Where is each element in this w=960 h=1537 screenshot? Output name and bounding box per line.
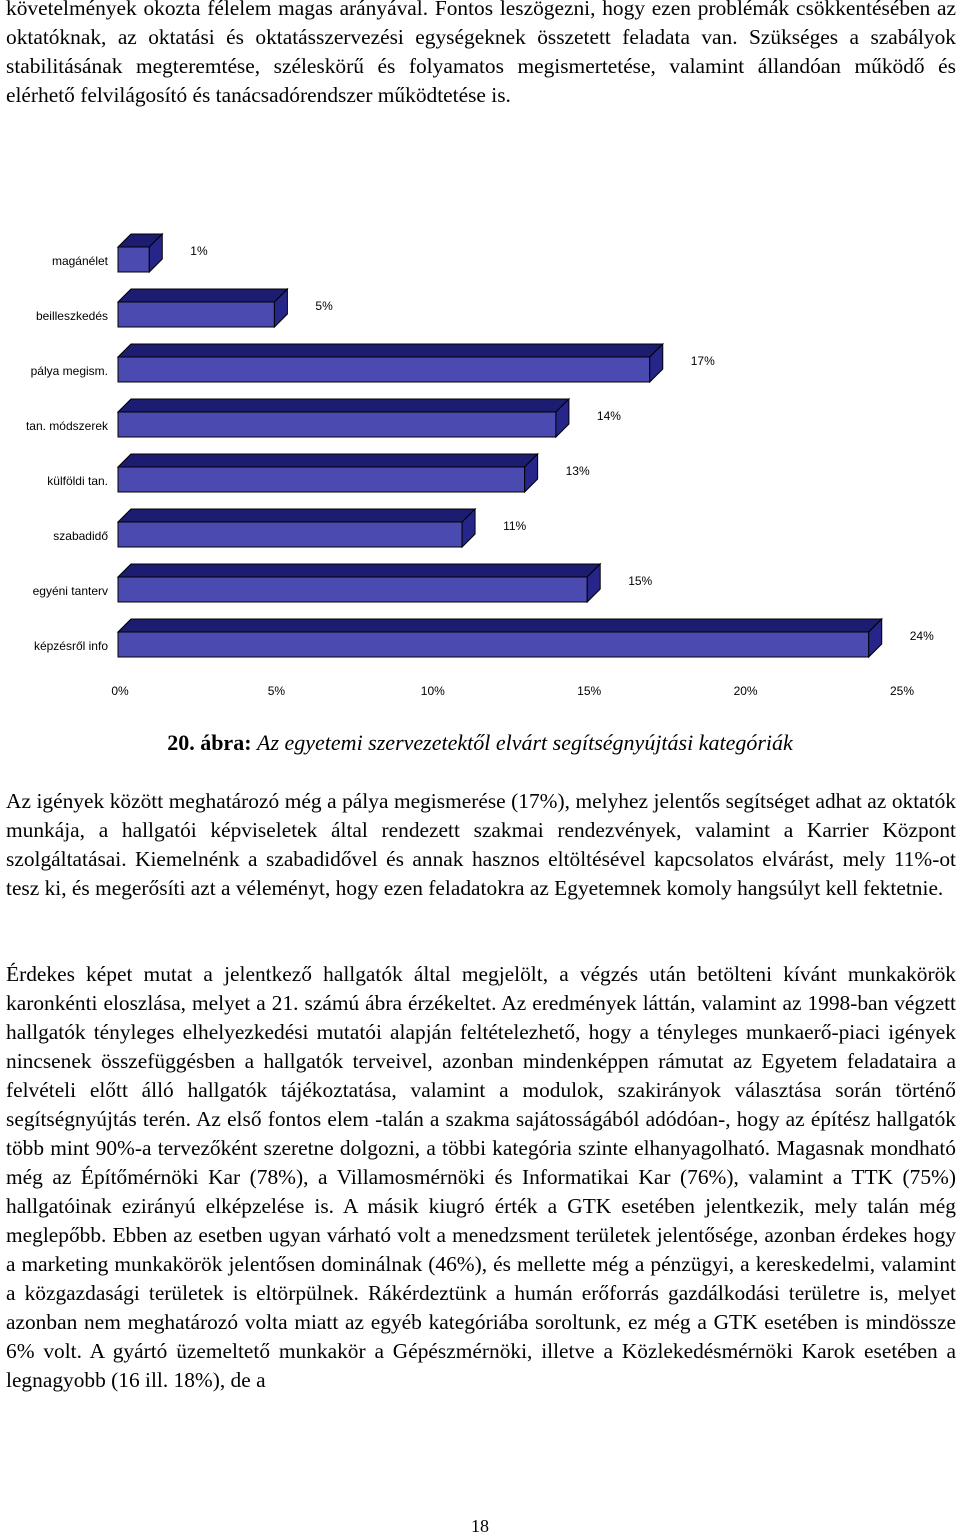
bar <box>118 577 587 602</box>
x-tick-label: 5% <box>267 684 286 698</box>
bar <box>118 247 149 272</box>
paragraph-intro: követelmények okozta félelem magas arányával. Fontos leszögezni, hogy ezen problémák csökkentésében az oktatóknak, az oktatási és oktatásszervezési egységeknek összetett feladata van. Szükséges a szabályok stabilitásának megteremtése, széleskörű és folyamatos megismertetése, valamint állandóan működő és elérhető felvilágosító és tanácsadórendszer működtetése is. <box>6 0 956 107</box>
category-label: külföldi tan. <box>47 474 108 488</box>
data-label: 1% <box>190 244 208 258</box>
paragraph-jobs: Érdekes képet mutat a jelentkező hallgatók által megjelölt, a végzés után betölteni kívánt munkakörök karonkénti eloszlása, melyet a 21. számú ábra érzékeltet. Az eredmények láttán, valamint az 1998-ban végzett hallgatók tényleges elhelyezkedési mutatói alapján feltételezhető, hogy a tényleges munkaerő-piaci igények nincsenek összefüggésben a hallgatók terveivel, azonban mindenképpen rámutat az Egyetem feladataira a felvételi előtt álló hallgatók tájékoztatása, valamint a modulok, szakirányok választása során történő segítségnyújtás terén. Az első fontos elem -talán a szakma sajátosságából adódóan-, hogy az építész hallgatók több mint 90%-a tervezőként szeretne dolgozni, a többi kategória szinte elhanyagolható. Magasnak mondható még az Építőmérnöki Kar (78%), a Villamosmérnöki és Informatikai Kar (76%), valamint a TTK (75%) hallgatóinak ezirányú elképzelése is. A másik kiugró érték a GTK esetében jelentkezik, mely talán még meglepőbb. Ebben az esetben ugyan várható volt a menedzsment területek jelentősége, azonban érdekes hogy a marketing munkakörök jelentősen dominálnak (46%), és mellette még a pénzügyi, a kereskedelmi, valamint a közgazdasági területek is eltörpülnek. Rákérdeztünk a humán erőforrás gazdálkodási területre is, melyet azonban nem meghatározó volta miatt az egyéb kategóriába soroltunk, ez még a GTK esetében is mindössze 6% volt. A gyártó üzemeltető munkakör a Gépészmérnöki, illetve a Közlekedésmérnöki Karok esetében a legnagyobb (16 ill. 18%), de a <box>6 962 956 1392</box>
data-label: 13% <box>565 464 590 478</box>
bar <box>118 412 556 437</box>
x-tick-label: 0% <box>111 684 129 698</box>
bar <box>118 632 869 657</box>
x-tick-label: 25% <box>889 684 915 698</box>
category-label: tan. módszerek <box>25 419 108 433</box>
bar-top-face <box>118 289 287 302</box>
caption-title: Az egyetemi szervezetektől elvárt segítségnyújtási kategóriák <box>257 730 793 755</box>
category-label: képzésről info <box>33 639 108 653</box>
bar-chart <box>0 230 960 710</box>
category-label: szabadidő <box>53 529 108 543</box>
bar-top-face <box>118 344 663 357</box>
data-label: 24% <box>909 629 934 643</box>
bar <box>118 522 462 547</box>
bar-top-face <box>118 509 475 522</box>
bar <box>118 467 525 492</box>
category-label: pálya megism. <box>30 364 108 378</box>
data-label: 5% <box>315 299 333 313</box>
data-label: 14% <box>596 409 621 423</box>
bar <box>118 357 650 382</box>
caption-number: 20. ábra: <box>167 730 252 755</box>
bar-top-face <box>118 399 569 412</box>
x-tick-label: 10% <box>420 684 445 698</box>
data-label: 15% <box>628 574 653 588</box>
x-tick-label: 15% <box>577 684 602 698</box>
figure-caption <box>0 730 960 756</box>
x-tick-label: 20% <box>733 684 758 698</box>
page-number: 18 <box>471 1516 489 1536</box>
category-label: beilleszkedés <box>35 309 108 323</box>
data-label: 17% <box>690 354 715 368</box>
bar-top-face <box>118 564 600 577</box>
bar <box>118 302 274 327</box>
bar-top-face <box>118 619 882 632</box>
category-label: magánélet <box>51 254 108 268</box>
category-label: egyéni tanterv <box>32 584 108 598</box>
paragraph-career: Az igények között meghatározó még a pálya megismerése (17%), melyhez jelentős segítséget adhat az oktatók munkája, a hallgatói képviseletek által rendezett szakmai rendezvények, valamint a Karrier Központ szolgáltatásai. Kiemelnénk a szabadidővel és annak hasznos eltöltésével kapcsolatos elvárást, mely 11%-ot tesz ki, és megerősíti azt a véleményt, hogy ezen feladatokra az Egyetemnek komoly hangsúlyt kell fektetnie. <box>6 789 956 900</box>
bar-top-face <box>118 454 538 467</box>
data-label: 11% <box>503 519 527 533</box>
